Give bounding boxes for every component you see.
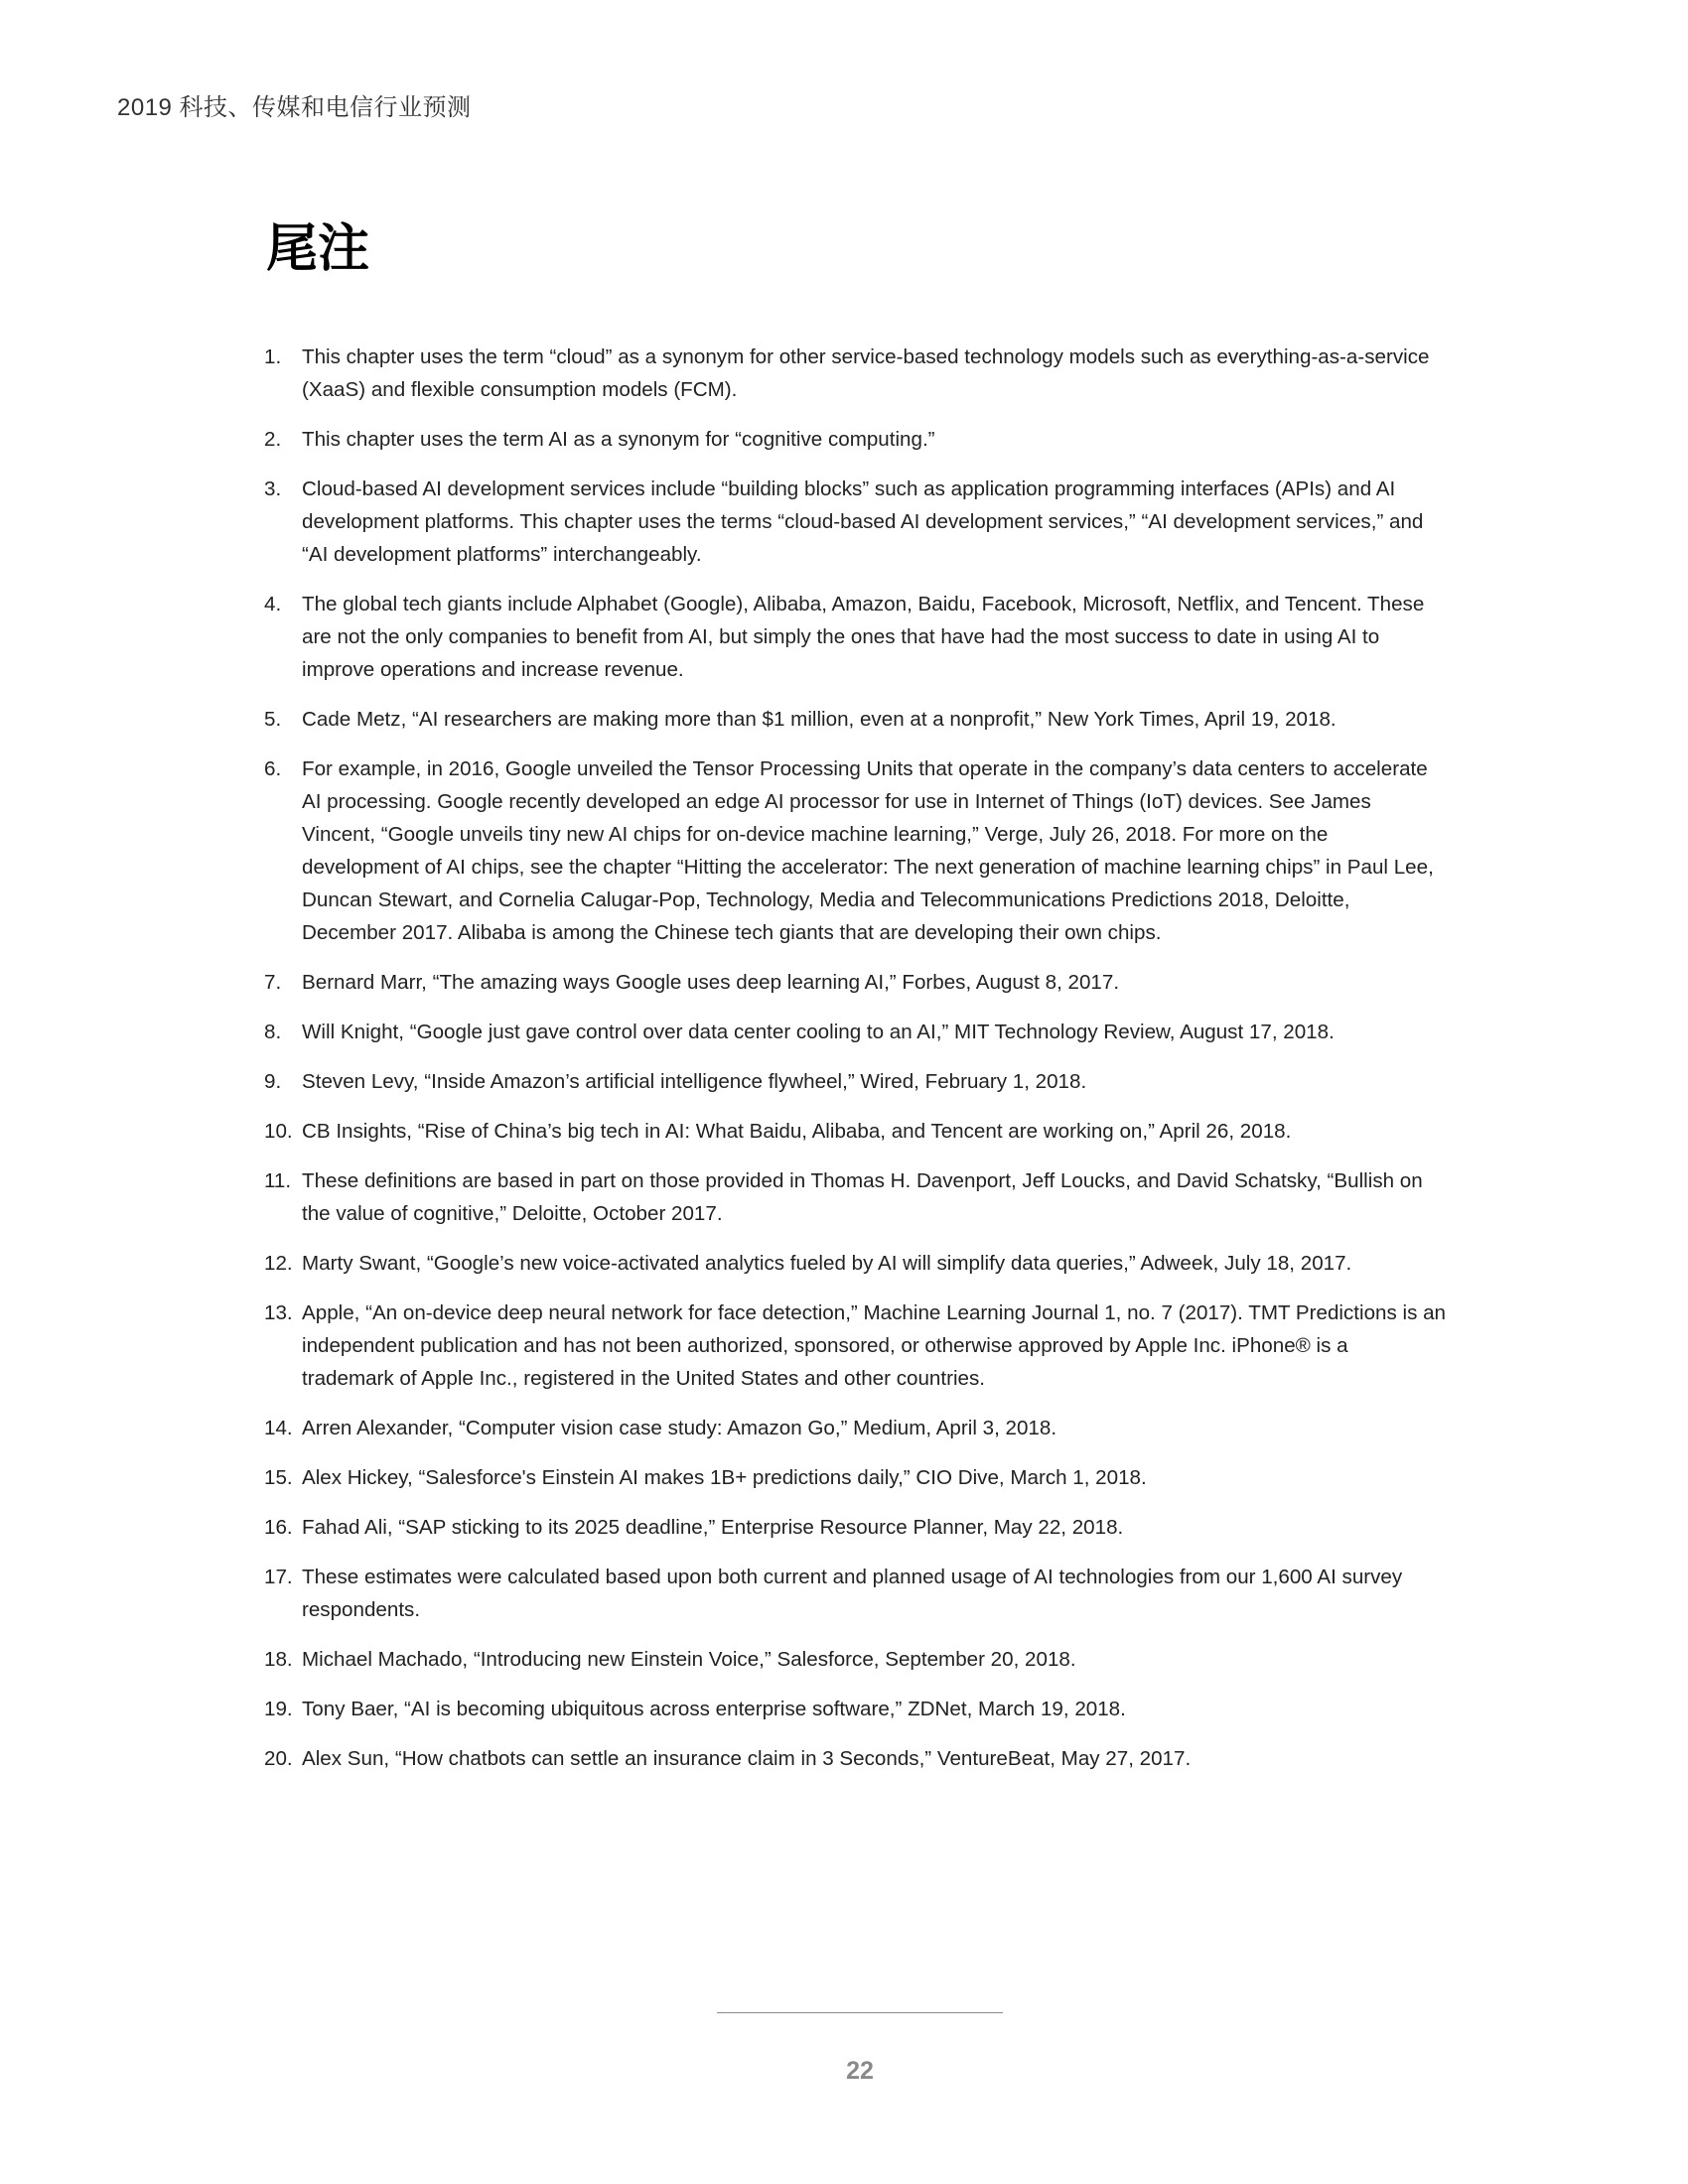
endnote-item <box>264 703 1446 736</box>
endnote-text: Cade Metz, “AI researchers are making more than $1 million, even at a nonprofit,” New York Times, April 19, 2018. <box>302 708 1336 731</box>
endnote-item <box>264 1247 1446 1280</box>
endnote-text: This chapter uses the term “cloud” as a synonym for other service-based technology models such as everything-as-a-service (XaaS) and flexible consumption models (FCM). <box>302 345 1430 401</box>
endnote-item <box>264 341 1446 406</box>
endnote-number: 20. <box>264 1747 293 1770</box>
endnote-number: 6. <box>264 757 282 780</box>
endnote-item <box>264 1412 1446 1444</box>
endnote-number: 1. <box>264 345 282 368</box>
page-number: 22 <box>846 2057 874 2085</box>
endnote-number: 12. <box>264 1252 293 1275</box>
endnote-number: 5. <box>264 708 282 731</box>
endnote-text: Alex Sun, “How chatbots can settle an insurance claim in 3 Seconds,” VentureBeat, May 27, 2017. <box>302 1747 1192 1770</box>
endnote-number: 13. <box>264 1301 293 1324</box>
endnote-text: These estimates were calculated based upon both current and planned usage of AI technologies from our 1,600 AI survey respondents. <box>302 1566 1403 1621</box>
endnote-item <box>264 1561 1446 1626</box>
endnote-text: Will Knight, “Google just gave control over data center cooling to an AI,” MIT Technology Review, August 17, 2018. <box>302 1021 1335 1043</box>
endnote-item <box>264 1461 1446 1494</box>
endnote-text: Marty Swant, “Google’s new voice-activated analytics fueled by AI will simplify data queries,” Adweek, July 18, 2017. <box>302 1252 1352 1275</box>
endnote-number: 14. <box>264 1417 293 1439</box>
endnote-item <box>264 423 1446 456</box>
endnote-number: 15. <box>264 1466 293 1489</box>
endnote-text: Alex Hickey, “Salesforce's Einstein AI makes 1B+ predictions daily,” CIO Dive, March 1, 2018. <box>302 1466 1147 1489</box>
endnote-text: Cloud-based AI development services include “building blocks” such as application programming interfaces (APIs) and AI development platforms. This chapter uses the terms “cloud-based AI development services,” “AI development services,” and “AI development platforms” interchangeably. <box>302 478 1424 566</box>
endnote-number: 7. <box>264 971 282 994</box>
endnote-item <box>264 1643 1446 1676</box>
endnote-item <box>264 1742 1446 1775</box>
endnote-text: Steven Levy, “Inside Amazon’s artificial intelligence flywheel,” Wired, February 1, 2018. <box>302 1070 1087 1093</box>
endnote-item <box>264 1297 1446 1395</box>
endnote-item <box>264 1693 1446 1725</box>
endnote-text: Tony Baer, “AI is becoming ubiquitous across enterprise software,” ZDNet, March 19, 2018. <box>302 1698 1126 1720</box>
endnote-number: 11. <box>264 1169 292 1192</box>
endnote-item <box>264 752 1446 949</box>
running-header: 2019 科技、传媒和电信行业预测 <box>117 94 472 121</box>
endnote-number: 18. <box>264 1648 293 1671</box>
endnote-text: Bernard Marr, “The amazing ways Google uses deep learning AI,” Forbes, August 8, 2017. <box>302 971 1120 994</box>
endnote-item <box>264 1065 1446 1098</box>
page-title: 尾注 <box>266 219 370 279</box>
endnote-text: For example, in 2016, Google unveiled the Tensor Processing Units that operate in the company’s data centers to accelerate AI processing. Google recently developed an edge AI processor for use in Internet of Things (IoT) devices. See James Vincent, “Google unveils tiny new AI chips for on-device machine learning,” Verge, July 26, 2018. For more on the development of AI chips, see the chapter “Hitting the accelerator: The next generation of machine learning chips” in Paul Lee, Duncan Stewart, and Cornelia Calugar-Pop, Technology, Media and Telecommunications Predictions 2018, Deloitte, December 2017. Alibaba is among the Chinese tech giants that are developing their own chips. <box>302 757 1434 944</box>
endnote-text: Michael Machado, “Introducing new Einstein Voice,” Salesforce, September 20, 2018. <box>302 1648 1076 1671</box>
endnotes-list <box>264 341 1446 1792</box>
endnote-item <box>264 1511 1446 1544</box>
endnote-number: 19. <box>264 1698 293 1720</box>
endnote-number: 16. <box>264 1516 293 1539</box>
endnote-item <box>264 1016 1446 1048</box>
endnote-number: 4. <box>264 593 282 615</box>
endnote-number: 17. <box>264 1566 293 1588</box>
endnote-item <box>264 588 1446 686</box>
endnote-text: The global tech giants include Alphabet (Google), Alibaba, Amazon, Baidu, Facebook, Microsoft, Netflix, and Tencent. These are not the only companies to benefit from AI, but simply the ones that have had the most success to date in using AI to improve operations and increase revenue. <box>302 593 1425 681</box>
endnote-text: CB Insights, “Rise of China’s big tech in AI: What Baidu, Alibaba, and Tencent are working on,” April 26, 2018. <box>302 1120 1292 1143</box>
endnote-text: Fahad Ali, “SAP sticking to its 2025 deadline,” Enterprise Resource Planner, May 22, 2018. <box>302 1516 1124 1539</box>
endnote-number: 9. <box>264 1070 282 1093</box>
endnote-item <box>264 473 1446 571</box>
endnote-number: 2. <box>264 428 282 451</box>
endnote-number: 3. <box>264 478 282 500</box>
endnote-item <box>264 1164 1446 1230</box>
endnote-item <box>264 1115 1446 1148</box>
endnote-text: These definitions are based in part on those provided in Thomas H. Davenport, Jeff Loucks, and David Schatsky, “Bullish on the value of cognitive,” Deloitte, October 2017. <box>302 1169 1423 1225</box>
endnote-number: 10. <box>264 1120 293 1143</box>
endnote-text: This chapter uses the term AI as a synonym for “cognitive computing.” <box>302 428 935 451</box>
endnote-text: Arren Alexander, “Computer vision case study: Amazon Go,” Medium, April 3, 2018. <box>302 1417 1057 1439</box>
endnote-text: Apple, “An on-device deep neural network for face detection,” Machine Learning Journal 1, no. 7 (2017). TMT Predictions is an independent publication and has not been authorized, sponsored, or otherwise approved by Apple Inc. iPhone® is a trademark of Apple Inc., registered in the United States and other countries. <box>302 1301 1446 1390</box>
endnote-number: 8. <box>264 1021 282 1043</box>
endnote-item <box>264 966 1446 999</box>
footer-divider <box>717 2012 1003 2013</box>
